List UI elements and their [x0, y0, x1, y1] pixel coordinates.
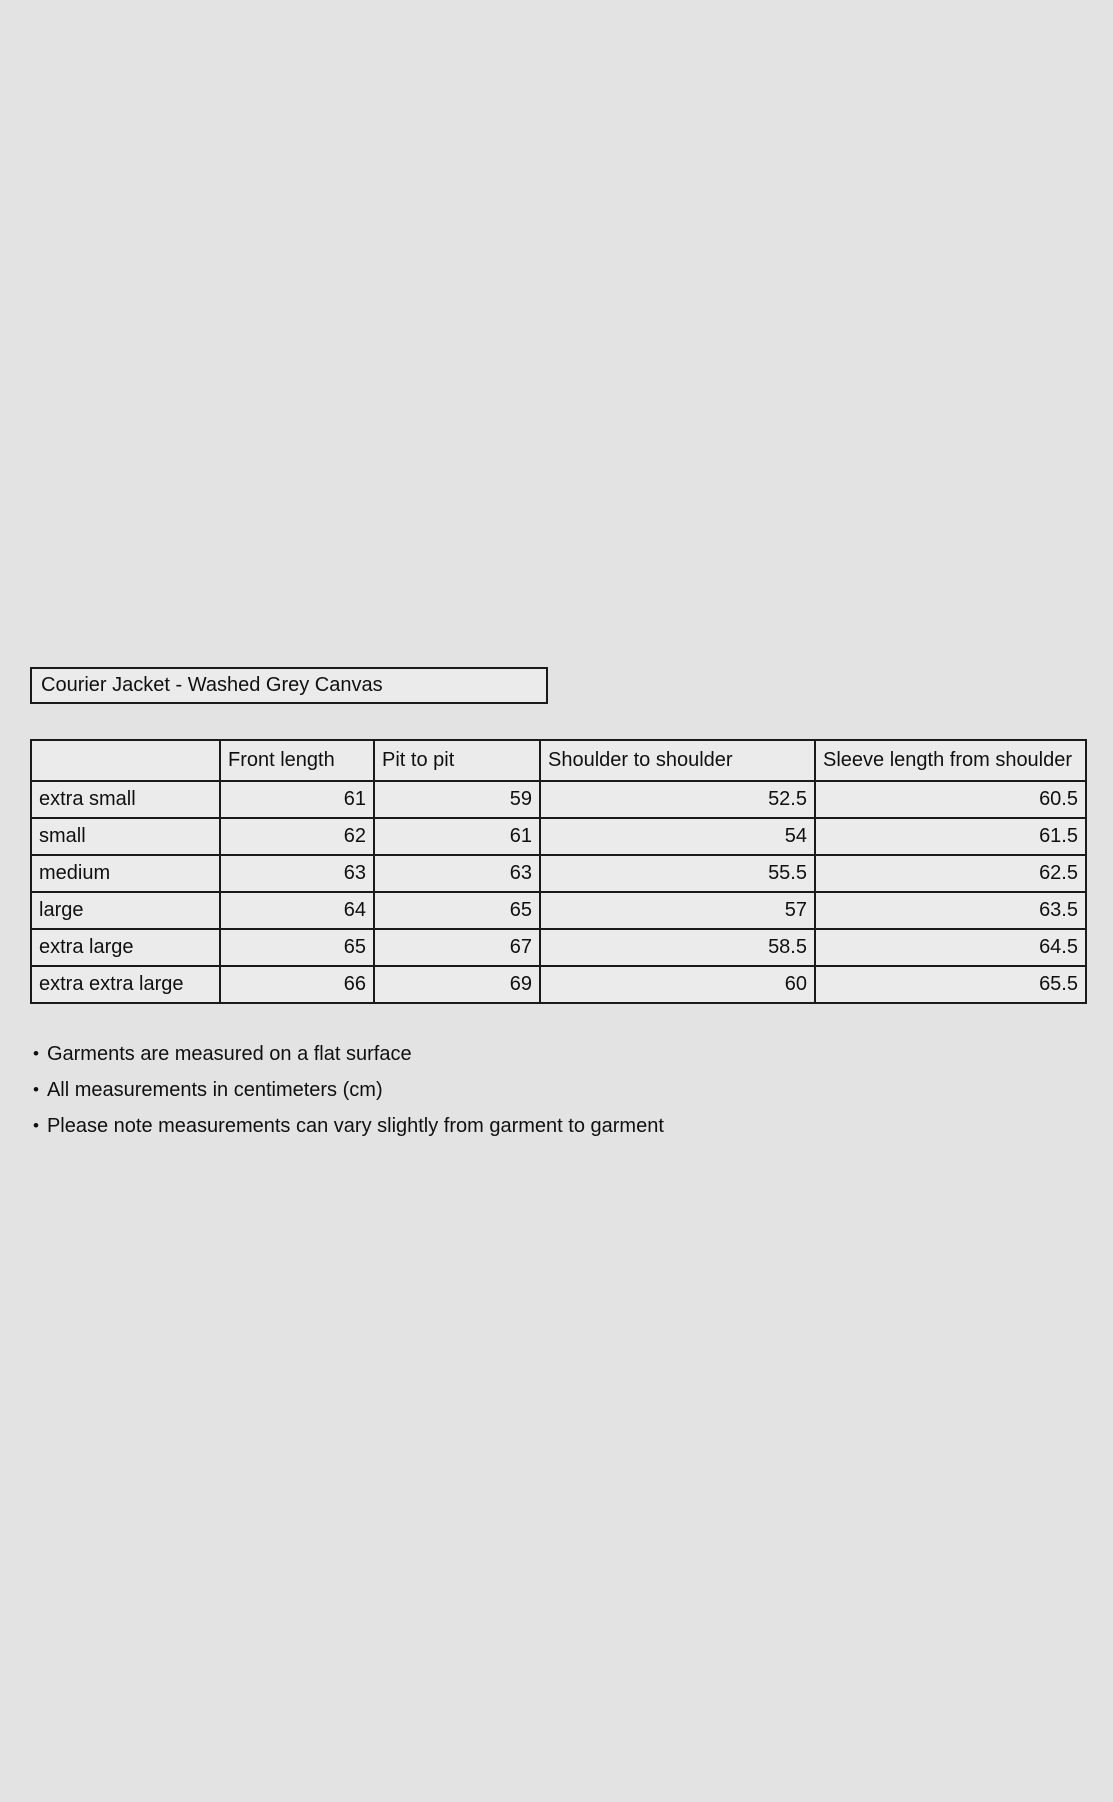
note-line: [33, 1072, 664, 1108]
note-text: All measurements in centimeters (cm): [46, 1078, 383, 1101]
pit-to-pit-value: 59: [374, 781, 540, 818]
size-label: small: [31, 818, 220, 855]
size-table: [30, 739, 1087, 1004]
front-length-value: 64: [220, 892, 374, 929]
shoulder-to-shoulder-value: 57: [540, 892, 815, 929]
size-label: large: [31, 892, 220, 929]
shoulder-to-shoulder-value: 58.5: [540, 929, 815, 966]
sleeve-length-value: 62.5: [815, 855, 1086, 892]
sleeve-length-value: 65.5: [815, 966, 1086, 1003]
pit-to-pit-value: 67: [374, 929, 540, 966]
table-row: [31, 929, 1086, 966]
sleeve-length-value: 60.5: [815, 781, 1086, 818]
note-text: Please note measurements can vary slightly from garment to garment: [46, 1114, 664, 1137]
shoulder-to-shoulder-value: 52.5: [540, 781, 815, 818]
bullet-icon: •: [33, 1080, 39, 1099]
table-row: [31, 818, 1086, 855]
sleeve-length-value: 61.5: [815, 818, 1086, 855]
shoulder-to-shoulder-value: 55.5: [540, 855, 815, 892]
table-row: [31, 855, 1086, 892]
column-header-sleeve-length: Sleeve length from shoulder: [815, 740, 1086, 781]
bullet-icon: •: [33, 1044, 39, 1063]
product-title-box: [30, 667, 548, 704]
pit-to-pit-value: 65: [374, 892, 540, 929]
column-header-front-length: Front length: [220, 740, 374, 781]
size-label: extra extra large: [31, 966, 220, 1003]
table-header-row: [31, 740, 1086, 781]
measurement-notes: [33, 1036, 664, 1144]
table-row: [31, 892, 1086, 929]
size-label: extra large: [31, 929, 220, 966]
product-title: Courier Jacket - Washed Grey Canvas: [41, 674, 383, 696]
sleeve-length-value: 64.5: [815, 929, 1086, 966]
size-label: medium: [31, 855, 220, 892]
front-length-value: 65: [220, 929, 374, 966]
front-length-value: 63: [220, 855, 374, 892]
shoulder-to-shoulder-value: 60: [540, 966, 815, 1003]
size-label: extra small: [31, 781, 220, 818]
column-header-shoulder-to-shoulder: Shoulder to shoulder: [540, 740, 815, 781]
shoulder-to-shoulder-value: 54: [540, 818, 815, 855]
front-length-value: 66: [220, 966, 374, 1003]
column-header-size: [31, 740, 220, 781]
pit-to-pit-value: 69: [374, 966, 540, 1003]
pit-to-pit-value: 63: [374, 855, 540, 892]
note-line: [33, 1108, 664, 1144]
table-row: [31, 966, 1086, 1003]
note-text: Garments are measured on a flat surface: [46, 1042, 412, 1065]
sleeve-length-value: 63.5: [815, 892, 1086, 929]
note-line: [33, 1036, 664, 1072]
table-row: [31, 781, 1086, 818]
pit-to-pit-value: 61: [374, 818, 540, 855]
front-length-value: 62: [220, 818, 374, 855]
bullet-icon: •: [33, 1116, 39, 1135]
column-header-pit-to-pit: Pit to pit: [374, 740, 540, 781]
front-length-value: 61: [220, 781, 374, 818]
